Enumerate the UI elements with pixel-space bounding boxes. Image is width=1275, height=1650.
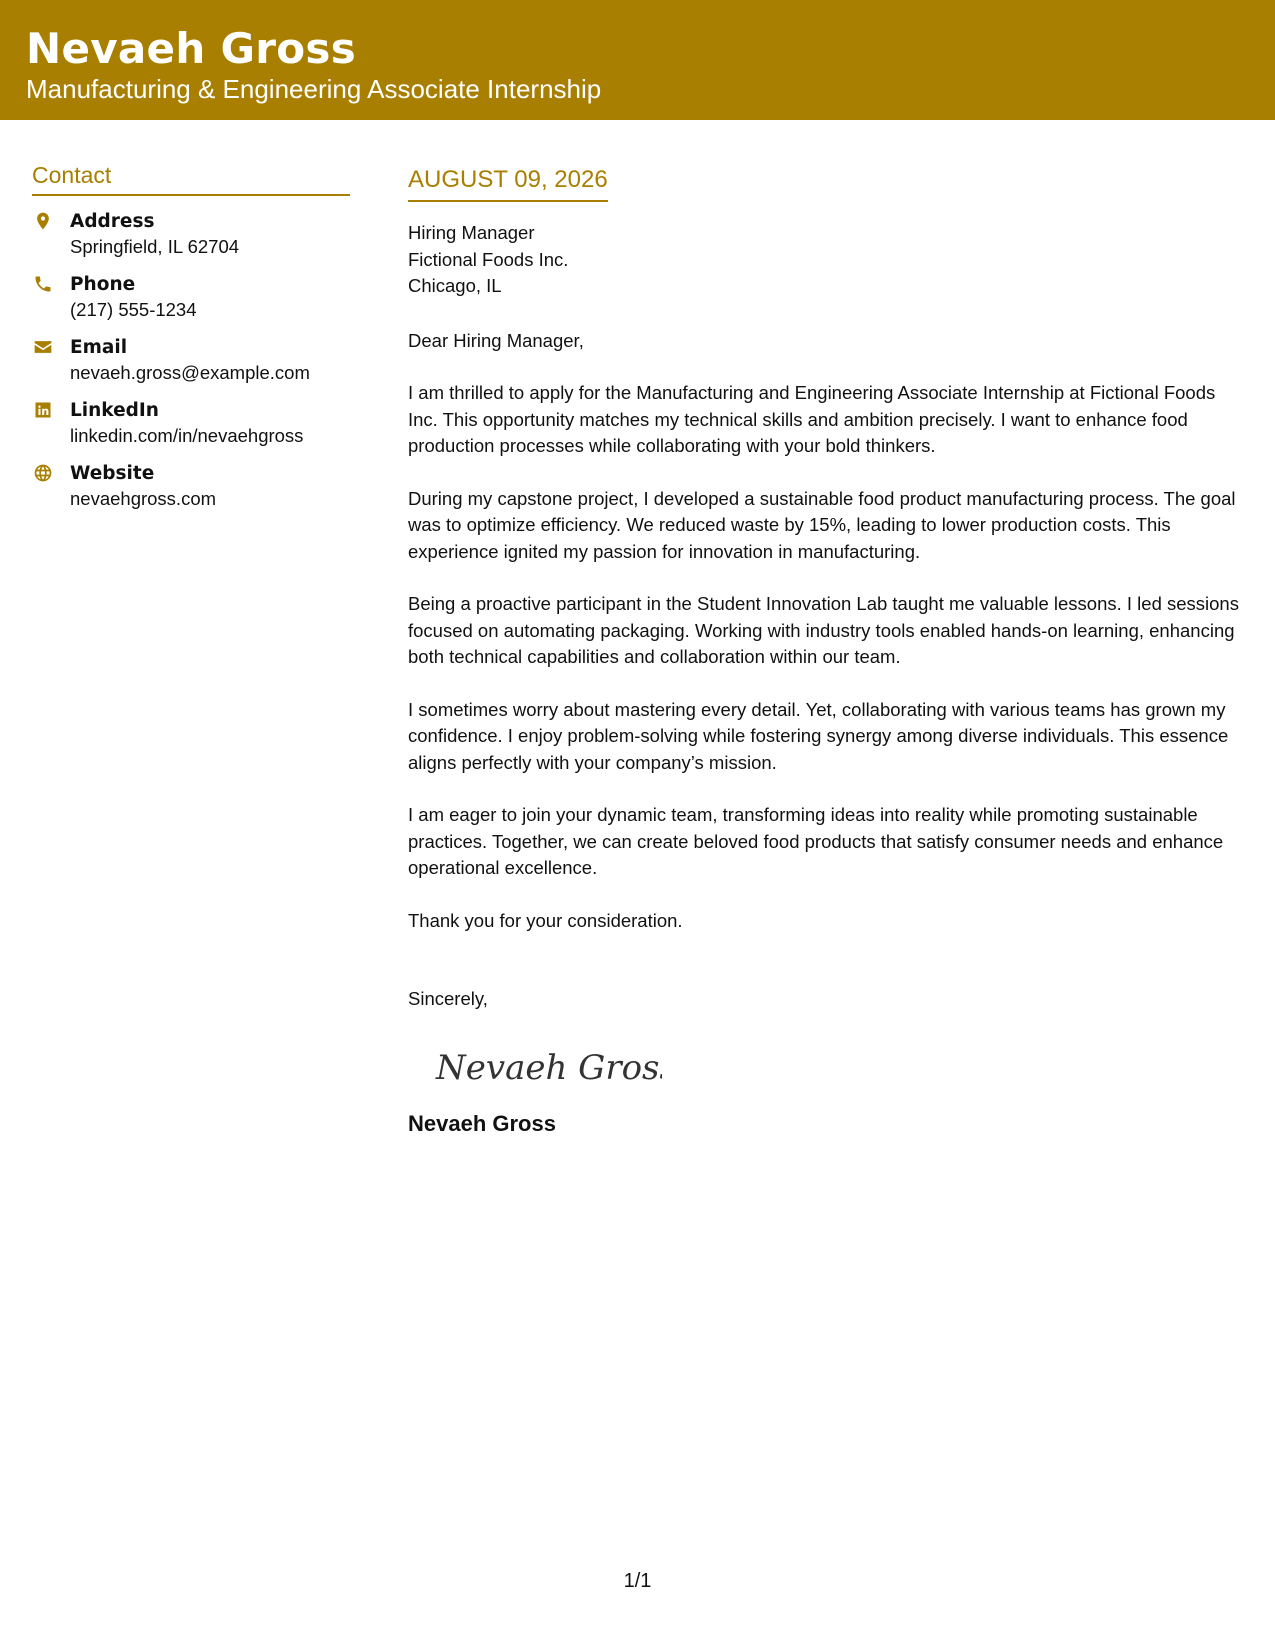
contact-label: LinkedIn [70, 400, 159, 421]
salutation: Dear Hiring Manager, [408, 329, 584, 351]
contact-label: Website [70, 463, 155, 484]
signature-text: Nevaeh Gross [436, 1047, 662, 1088]
header-banner [0, 0, 1275, 120]
paragraph: During my capstone project, I developed a sustainable food product manufacturing process. The goal was to optimize efficiency. We reduced waste by 15%, leading to lower production costs. This experience ignited my passion for innovation in manufacturing. [408, 487, 1236, 562]
position-title: Manufacturing & Engineering Associate Internship [26, 74, 602, 104]
contact-label: Phone [70, 274, 136, 295]
phone-icon [32, 273, 54, 295]
paragraph: I am thrilled to apply for the Manufacturing and Engineering Associate Internship at Fictional Foods Inc. This opportunity matches my technical skills and ambition precisely. I want to enhance food production processes while collaborating with your bold thinkers. [408, 382, 1216, 456]
contact-website [32, 462, 352, 525]
sidebar [32, 162, 352, 525]
contact-value: nevaeh.gross@example.com [70, 362, 310, 383]
letter-body [408, 166, 1248, 1137]
contact-linkedin [32, 399, 352, 462]
contact-list [32, 210, 352, 525]
contact-value: nevaehgross.com [70, 488, 217, 509]
paragraph: I sometimes worry about mastering every detail. Yet, collaborating with various teams has grown my confidence. I enjoy problem-solving while fostering synergy among diverse individuals. This essence aligns perfectly with your company’s mission. [408, 698, 1229, 773]
map-pin-icon [32, 210, 54, 232]
applicant-name: Nevaeh Gross [26, 24, 357, 73]
linkedin-icon [32, 399, 54, 421]
globe-icon [32, 462, 54, 484]
signer-name: Nevaeh Gross [408, 1110, 556, 1136]
contact-value: (217) 555-1234 [70, 299, 197, 320]
contact-label: Address [70, 211, 155, 232]
paragraph: Being a proactive participant in the Student Innovation Lab taught me valuable lessons. I led sessions focused on automating packaging. Working with industry tools enabled hands-on learning, enhancing both technical capabilities and collaboration within our team. [408, 593, 1239, 667]
letter-date: AUGUST 09, 2026 [408, 166, 608, 202]
recipient-block [408, 220, 1248, 300]
contact-email [32, 336, 352, 399]
recipient-line: Chicago, IL [408, 275, 502, 296]
recipient-line: Hiring Manager [408, 222, 535, 243]
page-number: 1/1 [623, 1570, 652, 1592]
paragraph: I am eager to join your dynamic team, transforming ideas into reality while promoting sustainable practices. Together, we can create beloved food products that satisfy consumer needs and enhance operational excellence. [408, 804, 1224, 878]
paragraph: Thank you for your consideration. [408, 909, 683, 931]
contact-section-title: Contact [32, 162, 350, 196]
contact-value: linkedin.com/in/nevaehgross [70, 425, 304, 446]
contact-label: Email [70, 337, 128, 358]
handwritten-signature [432, 1039, 662, 1091]
envelope-icon [32, 336, 54, 358]
contact-address [32, 210, 352, 273]
contact-phone [32, 273, 352, 336]
contact-value: Springfield, IL 62704 [70, 236, 240, 257]
recipient-line: Fictional Foods Inc. [408, 248, 569, 270]
closing: Sincerely, [408, 988, 488, 1009]
